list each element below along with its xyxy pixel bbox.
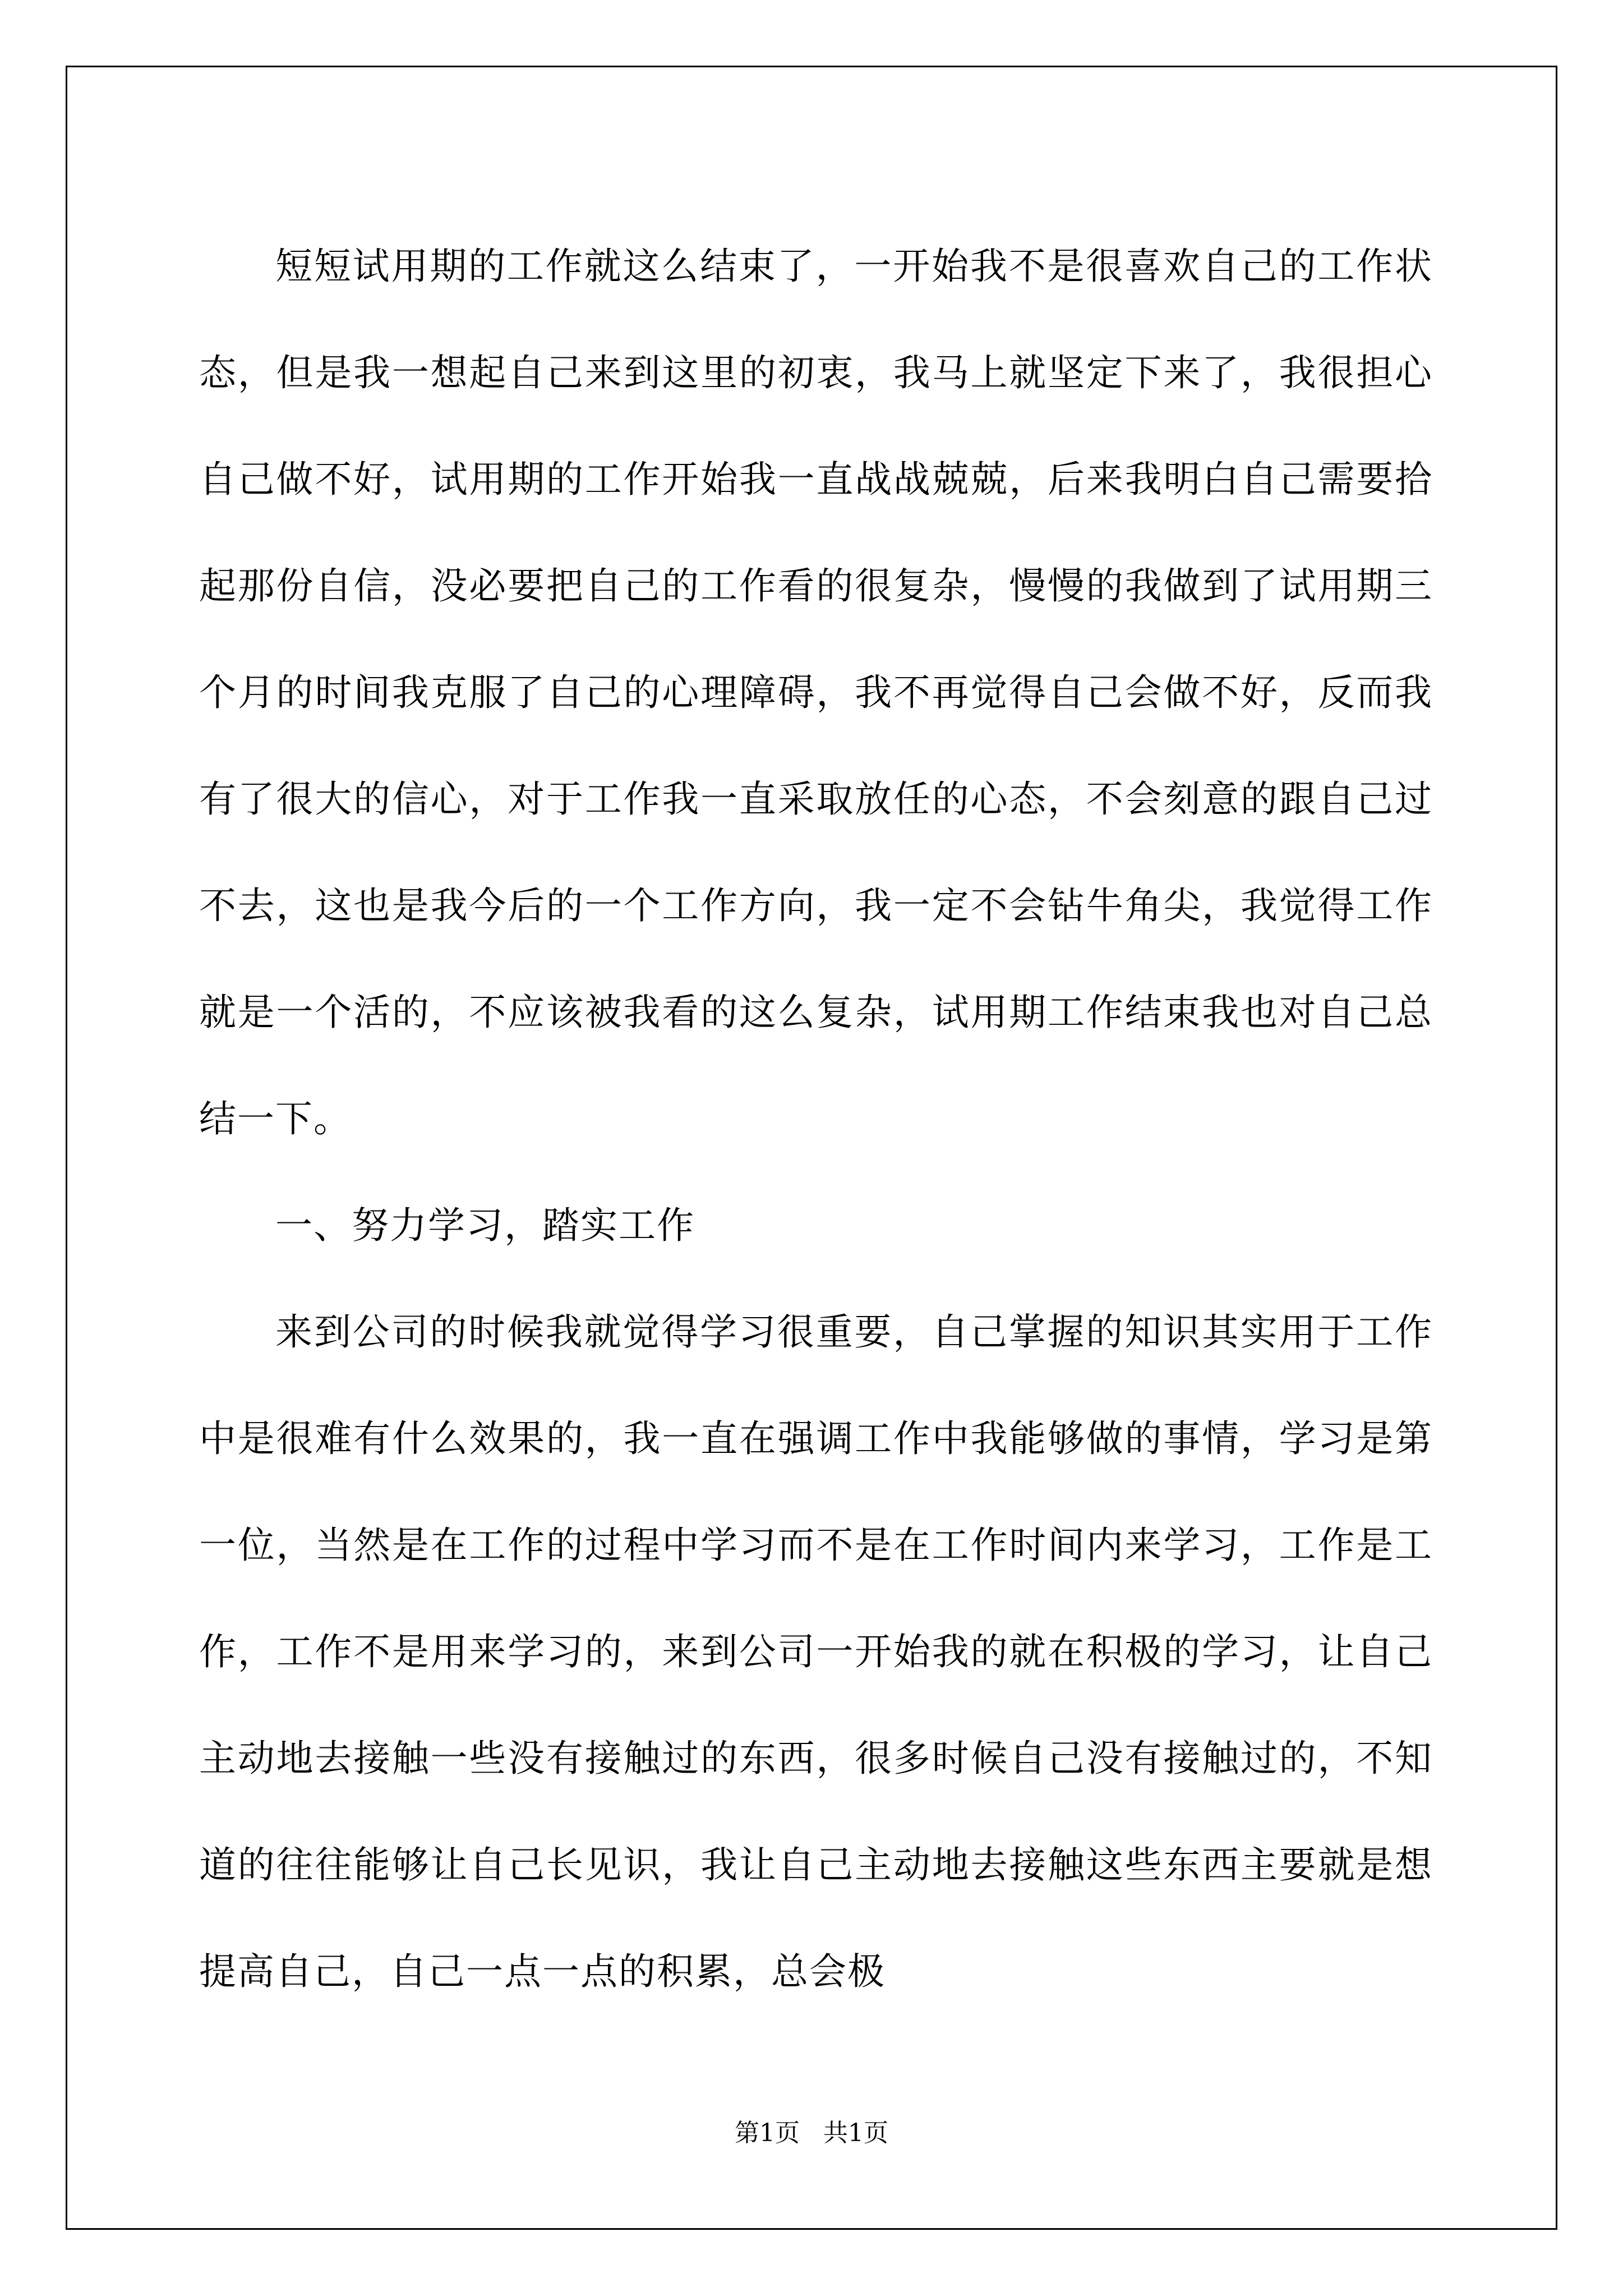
page-number: 第1页 xyxy=(735,2119,800,2147)
section-heading: 一、努力学习，踏实工作 xyxy=(275,1204,695,1247)
paragraph-intro: 短短试用期的工作就这么结束了，一开始我不是很喜欢自己的工作状态，但是我一想起自己来到这里的初衷，我马上就坚定下来了，我很担心自己做不好，试用期的工作开始我一直战战兢兢，后来我明白自己需要拾起那份自信，没必要把自己的工作看的很复杂，慢慢的我做到了试用期三个月的时间我克服了自己的心理障碍，我不再觉得自己会做不好，反而我有了很大的信心，对于工作我一直采取放任的心态，不会刻意的跟自己过不去，这也是我今后的一个工作方向，我一定不会钻牛角尖，我觉得工作就是一个活的，不应该被我看的这么复杂，试用期工作结束我也对自己总结一下。 xyxy=(199,245,1433,1140)
page-footer xyxy=(0,2116,1623,2150)
page-total: 共1页 xyxy=(823,2119,888,2147)
document-body xyxy=(199,213,1433,2025)
paragraph-learning: 来到公司的时候我就觉得学习很重要，自己掌握的知识其实用于工作中是很难有什么效果的，我一直在强调工作中我能够做的事情，学习是第一位，当然是在工作的过程中学习而不是在工作时间内来学习，工作是工作，工作不是用来学习的，来到公司一开始我的就在积极的学习，让自己主动地去接触一些没有接触过的东西，很多时候自己没有接触过的，不知道的往往能够让自己长见识，我让自己主动地去接触这些东西主要就是想提高自己，自己一点一点的积累，总会极 xyxy=(199,1310,1433,1993)
